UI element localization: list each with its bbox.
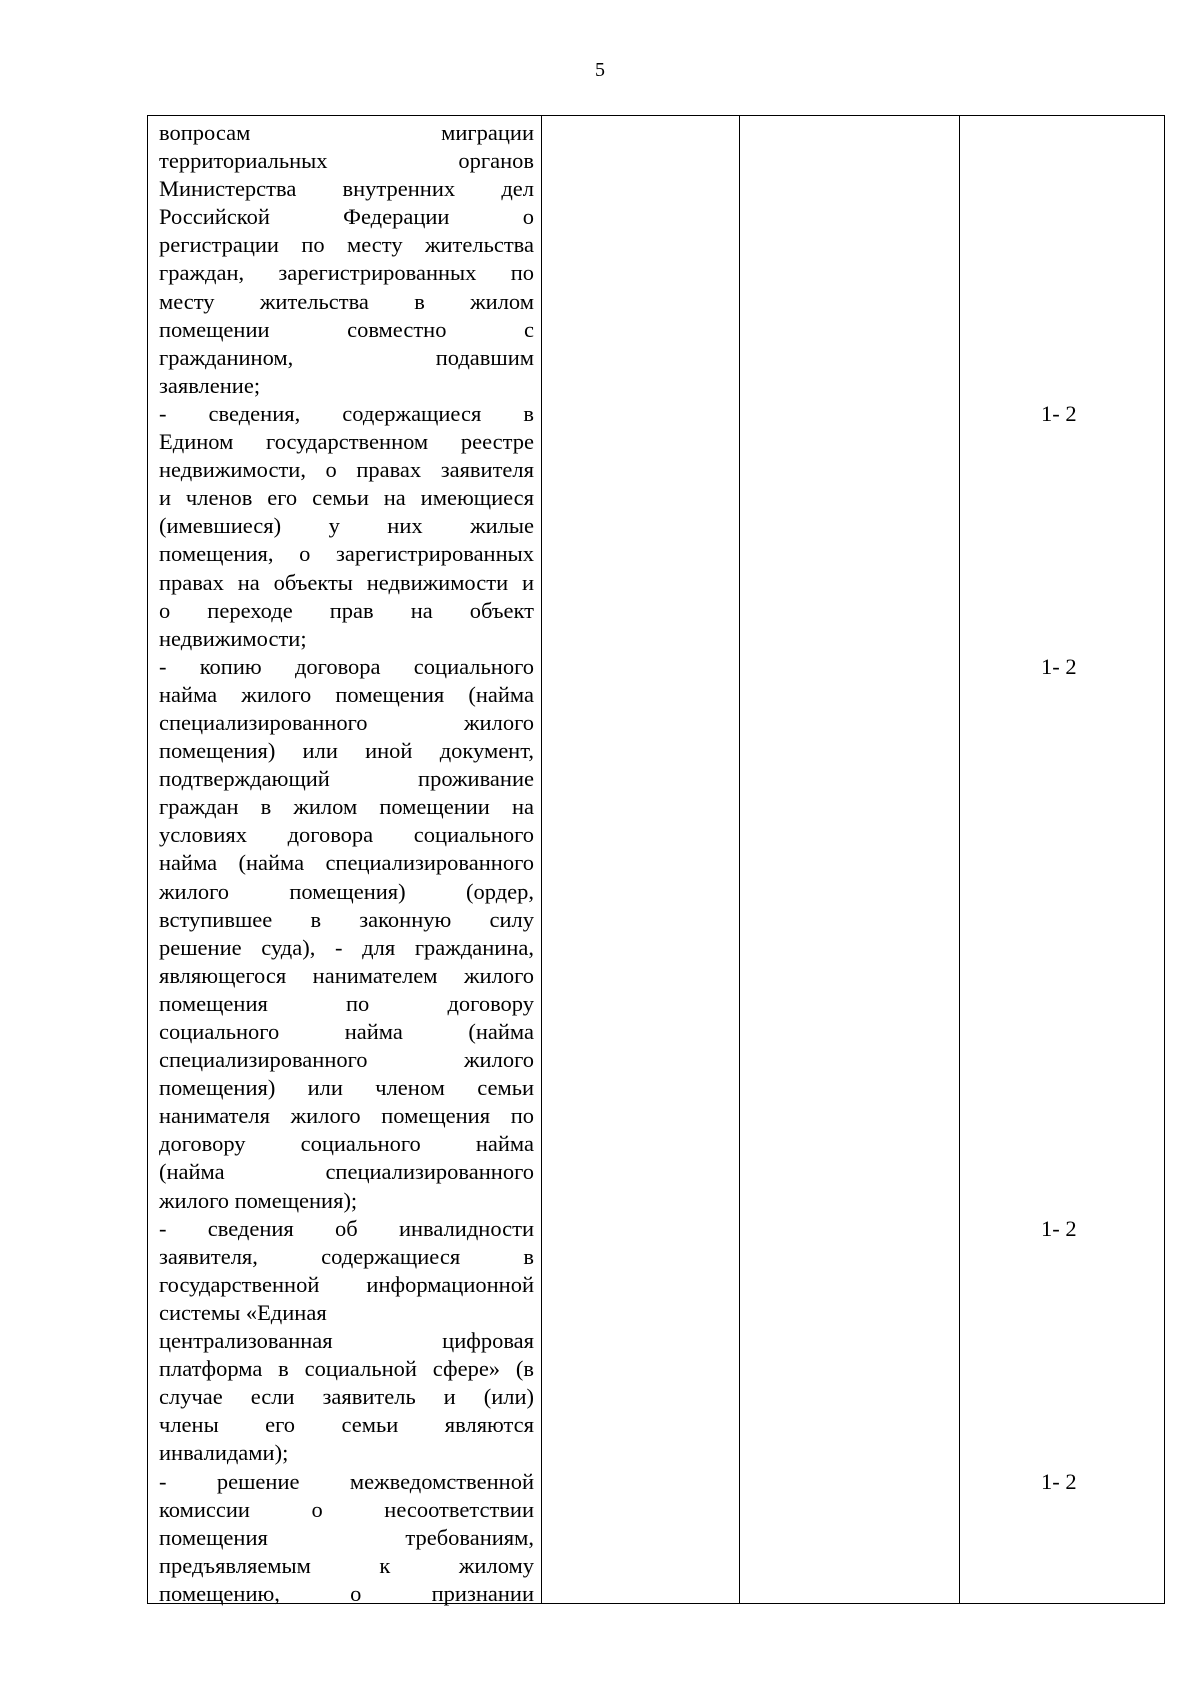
text-line: Российской Федерации о — [159, 204, 534, 230]
text-line: государственной информационной — [159, 1271, 534, 1297]
text-line: и членов его семьи на имеющиеся — [159, 485, 534, 511]
text-line: (имевшиеся) у них жилые — [159, 513, 534, 539]
text-line: - сведения об инвалидности — [159, 1215, 534, 1241]
column-divider — [541, 116, 542, 1603]
text-line: предъявляемым к жилому — [159, 1552, 534, 1578]
text-line: заявителя, содержащиеся в — [159, 1243, 534, 1269]
text-line: социального найма (найма — [159, 1019, 534, 1044]
document-table — [147, 115, 1165, 1604]
text-line: территориальных органов — [159, 148, 534, 174]
text-line: месту жительства в жилом — [159, 288, 534, 314]
text-line: члены его семьи являются — [159, 1412, 534, 1438]
term-value: 1- 2 — [1041, 653, 1077, 679]
text-line: централизованная цифровая — [159, 1328, 534, 1354]
document-list-column — [159, 119, 534, 1608]
text-line: граждан в жилом помещении на — [159, 794, 534, 820]
text-line: являющегося нанимателем жилого — [159, 962, 534, 988]
text-line: - копию договора социального — [159, 653, 534, 679]
term-value: 1- 2 — [1041, 401, 1077, 426]
text-line: нанимателя жилого помещения по — [159, 1103, 534, 1129]
text-line: договору социального найма — [159, 1131, 534, 1157]
text-line: помещения требованиям, — [159, 1524, 534, 1550]
text-line: помещения) или членом семьи — [159, 1075, 534, 1101]
text-line: - решение межведомственной — [159, 1468, 534, 1494]
text-line: помещения) или иной документ, — [159, 738, 534, 764]
text-line: помещения по договору — [159, 990, 534, 1016]
text-line: гражданином, подавшим — [159, 344, 534, 370]
text-line: жилого помещения) (ордер, — [159, 878, 534, 904]
text-line: системы «Единая — [159, 1299, 327, 1325]
page-number: 5 — [595, 59, 605, 81]
text-line: подтверждающий проживание — [159, 766, 534, 792]
text-line: платформа в социальной сфере» (в — [159, 1356, 534, 1382]
text-line: вступившее в законную силу — [159, 906, 534, 932]
text-line: помещения, о зарегистрированных — [159, 541, 534, 567]
text-line: условиях договора социального — [159, 822, 534, 848]
text-line: - сведения, содержащиеся в — [159, 400, 534, 426]
text-line: недвижимости, о правах заявителя — [159, 457, 534, 483]
text-line: недвижимости; — [159, 625, 307, 651]
text-line: о переходе прав на объект — [159, 597, 534, 623]
text-line: найма жилого помещения (найма — [159, 681, 534, 707]
text-line: случае если заявитель и (или) — [159, 1384, 534, 1410]
text-line: специализированного жилого — [159, 1047, 534, 1073]
text-line: инвалидами); — [159, 1440, 289, 1466]
text-line: жилого помещения); — [159, 1187, 358, 1213]
text-line: Едином государственном реестре — [159, 429, 534, 455]
term-value: 1- 2 — [1041, 1468, 1077, 1494]
text-line: найма (найма специализированного — [159, 850, 534, 876]
text-line: заявление; — [159, 372, 261, 398]
text-line: граждан, зарегистрированных по — [159, 260, 534, 286]
text-line: решение суда), - для гражданина, — [159, 934, 534, 960]
text-line: помещении совместно с — [159, 316, 534, 342]
text-line: вопросам миграции — [159, 120, 534, 145]
text-line: Министерства внутренних дел — [159, 176, 534, 202]
term-value: 1- 2 — [1041, 1215, 1077, 1241]
text-line: помещению, о признании — [159, 1580, 534, 1606]
column-divider — [739, 116, 740, 1603]
text-line: специализированного жилого — [159, 709, 534, 735]
text-line: (найма специализированного — [159, 1159, 534, 1185]
text-line: правах на объекты недвижимости и — [159, 569, 534, 595]
text-line: регистрации по месту жительства — [159, 232, 534, 258]
text-line: комиссии о несоответствии — [159, 1496, 534, 1522]
column-divider — [959, 116, 960, 1603]
